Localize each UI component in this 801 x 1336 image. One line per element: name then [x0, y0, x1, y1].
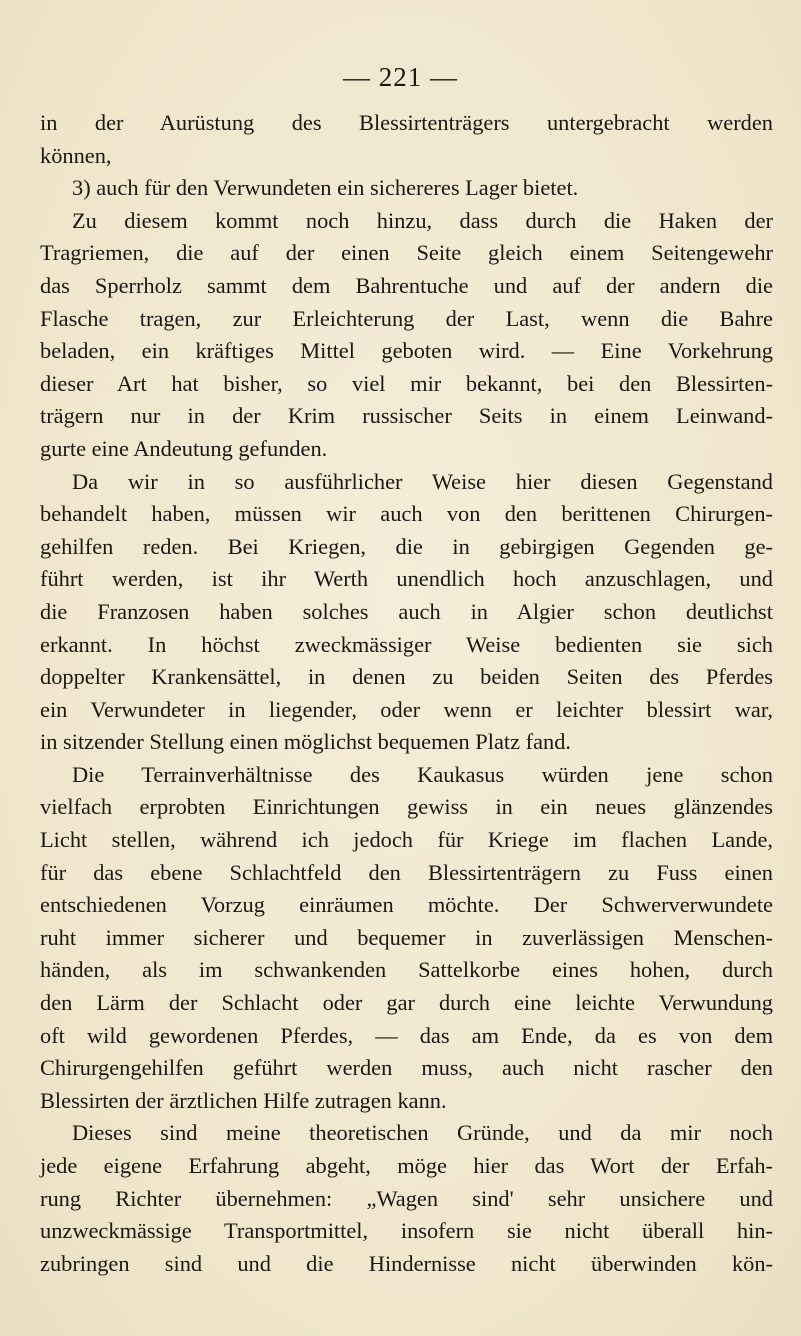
text-line: Chirurgengehilfen geführt werden muss, auch nicht rascher den: [40, 1055, 773, 1081]
text-line: Licht stellen, während ich jedoch für Kriege im flachen Lande,: [40, 827, 773, 853]
text-line: in sitzender Stellung einen möglichst bequemen Platz fand.: [40, 729, 572, 755]
text-line: trägern nur in der Krim russischer Seits in einem Leinwand-: [40, 403, 773, 429]
text-line: können,: [40, 142, 112, 168]
text-line: Tragriemen, die auf der einen Seite gleich einem Seitengewehr: [40, 240, 773, 266]
text-line: in der Aurüstung des Blessirtenträgers untergebracht werden: [40, 110, 773, 135]
text-line: gurte eine Andeutung gefunden.: [40, 435, 328, 461]
text-line: Zu diesem kommt noch hinzu, dass durch die Haken der: [72, 207, 773, 233]
text-line: vielfach erprobten Einrichtungen gewiss in ein neues glänzendes: [40, 794, 773, 820]
text-line: dieser Art hat bisher, so viel mir bekannt, bei den Blessirten-: [40, 370, 773, 396]
page-number: — 221 —: [343, 62, 458, 92]
body-text: [40, 107, 773, 1280]
text-line: doppelter Krankensättel, in denen zu beiden Seiten des Pferdes: [40, 664, 773, 690]
text-line: das Sperrholz sammt dem Bahrentuche und auf der andern die: [40, 272, 773, 298]
text-line: Dieses sind meine theoretischen Gründe, und da mir noch: [72, 1120, 773, 1146]
text-line: Flasche tragen, zur Erleichterung der Last, wenn die Bahre: [40, 305, 773, 331]
text-line: zubringen sind und die Hindernisse nicht überwinden kön-: [40, 1250, 773, 1276]
text-line: entschiedenen Vorzug einräumen möchte. Der Schwerverwundete: [40, 892, 773, 918]
text-line: den Lärm der Schlacht oder gar durch eine leichte Verwundung: [40, 990, 773, 1016]
text-line: 3) auch für den Verwundeten ein sichereres Lager bietet.: [72, 175, 579, 201]
text-line: Blessirten der ärztlichen Hilfe zutragen kann.: [40, 1087, 447, 1113]
text-line: unzweckmässige Transportmittel, insofern sie nicht überall hin-: [40, 1218, 773, 1244]
text-line: jede eigene Erfahrung abgeht, möge hier das Wort der Erfah-: [40, 1153, 773, 1178]
text-line: ein Verwundeter in liegender, oder wenn er leichter blessirt war,: [40, 696, 773, 722]
text-line: beladen, ein kräftiges Mittel geboten wird. — Eine Vorkehrung: [40, 338, 773, 364]
text-line: Da wir in so ausführlicher Weise hier diesen Gegenstand: [72, 468, 773, 494]
text-line: für das ebene Schlachtfeld den Blessirtenträgern zu Fuss einen: [40, 859, 773, 885]
text-line: die Franzosen haben solches auch in Algier schon deutlichst: [40, 598, 773, 624]
text-line: oft wild gewordenen Pferdes, — das am Ende, da es von dem: [40, 1022, 773, 1048]
text-line: rung Richter übernehmen: „Wagen sind' sehr unsichere und: [40, 1185, 773, 1211]
text-line: führt werden, ist ihr Werth unendlich hoch anzuschlagen, und: [40, 566, 773, 592]
text-line: behandelt haben, müssen wir auch von den berittenen Chirurgen-: [40, 501, 773, 527]
text-line: händen, als im schwankenden Sattelkorbe eines hohen, durch: [40, 957, 773, 983]
text-line: gehilfen reden. Bei Kriegen, die in gebirgigen Gegenden ge-: [40, 533, 773, 559]
text-line: ruht immer sicherer und bequemer in zuverlässigen Menschen-: [40, 924, 773, 950]
text-line: Die Terrainverhältnisse des Kaukasus würden jene schon: [72, 761, 773, 787]
text-line: erkannt. In höchst zweckmässiger Weise bedienten sie sich: [40, 631, 773, 657]
